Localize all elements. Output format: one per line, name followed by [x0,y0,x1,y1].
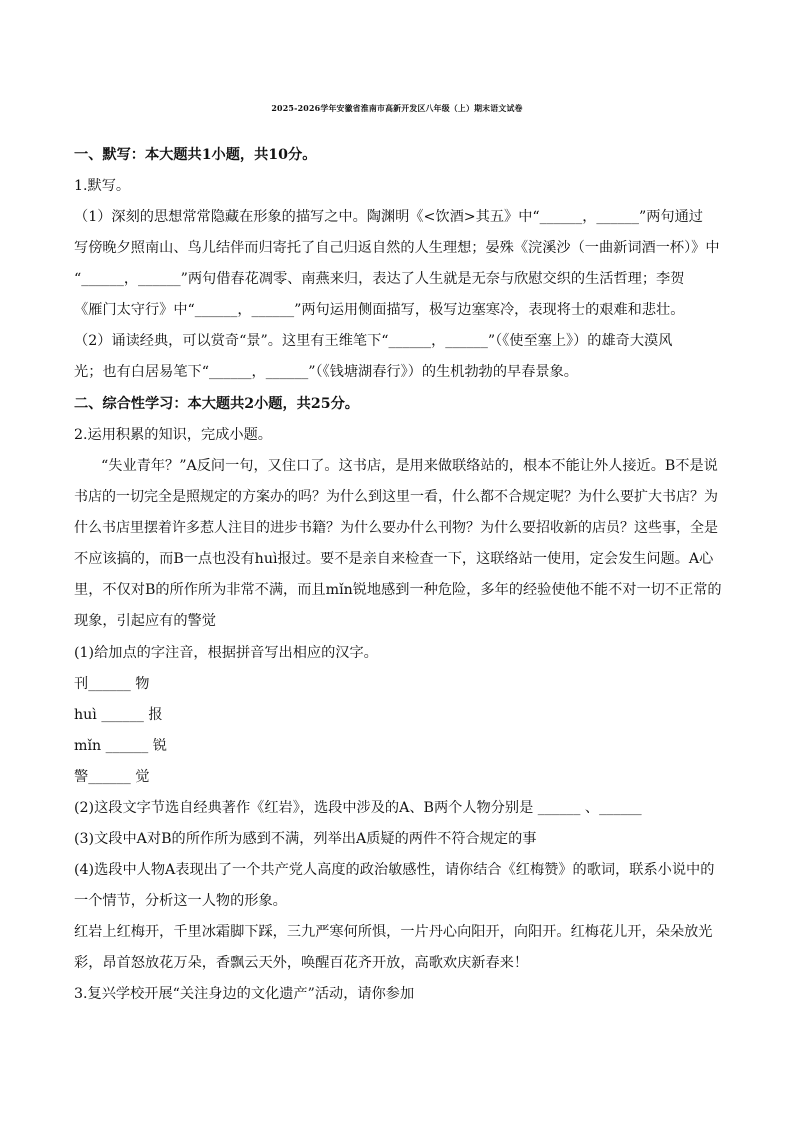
q2-passage-line: “失业青年？”A反问一句，又住口了。这书店，是用来做联络站的，根本不能让外人接近。B不是说 [101,458,718,474]
q2-stem: 2.运用积累的知识，完成小题。 [74,427,272,443]
q2-blank-jing: 警______ 觉 [74,769,150,785]
q2-passage-line: 书店的一切完全是照规定的方案办的吗？为什么到这里一看，什么都不合规定呢？为什么要扩大书店？为 [74,489,718,505]
q1-part1-line2: 写傍晚夕照南山、鸟儿结伴而归寄托了自己归返自然的人生理想；晏殊《浣溪沙（一曲新词酒一杯）》中 [74,240,720,256]
q2-blank-hui: huì ______ 报 [74,707,163,723]
q2-passage-line: 不应该搞的，而B一点也没有huì报过。要不是亲自来检查一下，这联络站一使用，定会发生问题。A心 [74,551,714,567]
q2-passage-line: 什么书店里摆着许多惹人注目的进步书籍？为什么要办什么刊物？为什么要招收新的店员？这些事，全是 [74,520,718,536]
q2-passage-line: 里，不仅对B的所作所为非常不满，而且mǐn锐地感到一种危险，多年的经验使他不能不对一切不正常的 [74,582,722,598]
q1-stem: 1.默写。 [74,178,131,194]
q2-sub3: (3)文段中A对B的所作所为感到不满，列举出A质疑的两件不符合规定的事 [74,831,537,847]
q2-blank-min: mǐn ______ 锐 [74,738,167,754]
q2-blank-kan: 刊______ 物 [74,676,150,692]
q2-sub4-line2: 一个情节，分析这一人物的形象。 [74,893,287,909]
q2-lyric-line2: 彩，昂首怒放花万朵，香飘云天外，唤醒百花齐开放，高歌欢庆新春来！ [74,955,529,971]
q1-part2-line1: （2）诵读经典，可以赏奇“景”。这里有王维笔下“______，______”（《使至塞上》）的雄奇大漠风 [74,333,673,349]
q2-sub2: (2)这段文字节选自经典著作《红岩》，选段中涉及的A、B两个人物分别是 ______ 、______ [74,800,642,816]
q2-passage-line: 现象，引起应有的警觉 [74,613,216,629]
section-1-header: 一、默写：本大题共1小题，共10分。 [74,147,317,163]
q2-sub1: (1)给加点的字注音，根据拼音写出相应的汉字。 [74,645,378,661]
q1-part1-line1: （1）深刻的思想常常隐藏在形象的描写之中。陶渊明《<饮酒>其五》中“______，______”两句通过 [74,209,703,225]
q2-lyric-line1: 红岩上红梅开，千里冰霜脚下踩，三九严寒何所惧，一片丹心向阳开，向阳开。红梅花儿开，朵朵放光 [74,924,713,940]
section-2-header: 二、综合性学习：本大题共2小题，共25分。 [74,396,359,412]
q1-part1-line3: “______，______”两句借春花凋零、南燕来归，表达了人生就是无奈与欣慰交织的生活哲理；李贺 [74,271,685,287]
q3-stem: 3.复兴学校开展“关注身边的文化遗产”活动，请你参加 [74,986,415,1002]
q1-part2-line2: 光；也有白居易笔下“______，______”（《钱塘湖春行》）的生机勃勃的早春景象。 [74,364,578,380]
exam-title: 2025-2026学年安徽省淮南市高新开发区八年级（上）期末语文试卷 [271,104,523,113]
q1-part1-line4: 《雁门太守行》中“______，______”两句运用侧面描写，极写边塞寒冷，表现将士的艰难和悲壮。 [74,302,685,318]
q2-sub4-line1: (4)选段中人物A表现出了一个共产党人高度的政治敏感性，请你结合《红梅赞》的歌词，联系小说中的 [74,862,715,878]
